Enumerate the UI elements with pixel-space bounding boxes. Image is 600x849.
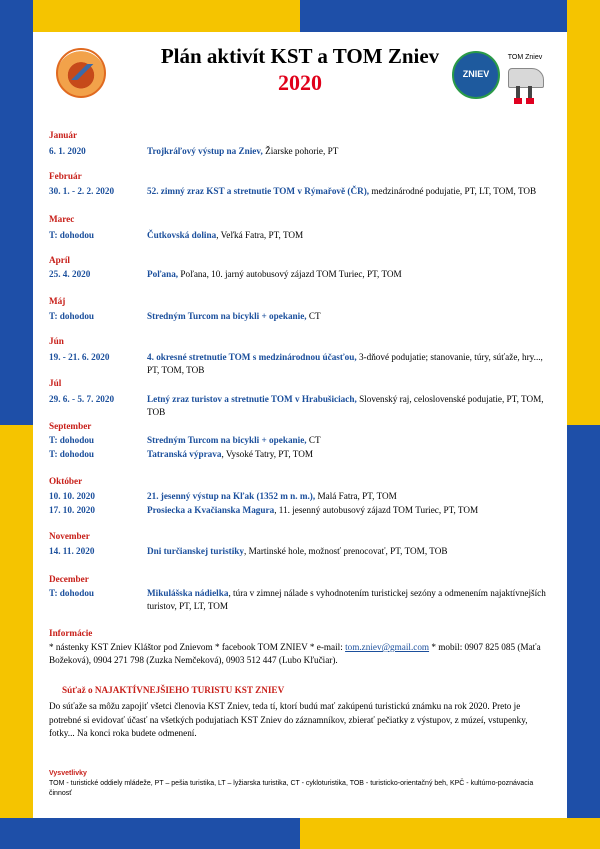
event-date: 25. 4. 2020 (49, 269, 91, 279)
event-description (147, 268, 547, 281)
month-label: September (49, 421, 92, 431)
event-description (147, 229, 547, 242)
event-name: 52. zimný zraz KST a stretnutie TOM v Rýmařově (ČR), (147, 186, 370, 196)
frame-bottom-blue (0, 818, 300, 849)
event-date: T: dohodou (49, 449, 95, 459)
event-date: 10. 10. 2020 (49, 491, 95, 501)
page-title: Plán aktivít KST a TOM Zniev (160, 44, 440, 68)
event-name: Stredným Turcom na bicykli + opekanie, (147, 435, 307, 445)
month-label: Január (49, 130, 78, 140)
event-name: Poľana, (147, 269, 179, 279)
event-date: T: dohodou (49, 435, 95, 445)
event-details: , Martinské hole, možnosť prenocovať, PT, TOM, TOB (244, 546, 448, 556)
month-label: Február (49, 171, 82, 181)
event-description (147, 448, 547, 461)
event-name: Trojkráľový výstup na Zniev, (147, 146, 263, 156)
event-description (147, 310, 547, 323)
month-label: Júl (49, 378, 62, 388)
frame-top-yellow (0, 0, 300, 32)
contest-heading: Súťaž o NAJAKTÍVNEJŠIEHO TURISTU KST ZNIEV (62, 685, 285, 695)
event-name: Prosiecka a Kvačianska Magura (147, 505, 275, 515)
event-details: , 11. jesenný autobusový zájazd TOM Turiec, PT, TOM (274, 505, 479, 515)
info-text-start: * nástenky KST Zniev Kláštor pod Znievom * facebook TOM ZNIEV * e-mail: (49, 642, 346, 652)
event-details: Poľana, 10. jarný autobusový zájazd TOM Turiec, PT, TOM (178, 269, 402, 279)
event-date: 14. 11. 2020 (49, 546, 95, 556)
month-label: Marec (49, 214, 75, 224)
event-details: , Vysoké Tatry, PT, TOM (221, 449, 314, 459)
event-details: medzinárodné podujatie, PT, LT, TOM, TOB (369, 186, 537, 196)
tom-logo-sock-left (514, 98, 522, 104)
event-description (147, 545, 547, 558)
event-details: CT (306, 311, 321, 321)
event-details: Slovenský raj, celoslovenské podujatie, PT, TOM, TOB (147, 394, 544, 417)
frame-top-blue (300, 0, 600, 32)
month-label: Apríl (49, 255, 70, 265)
event-details: , túra v zimnej nálade s vyhodnotením turistickej sezóny a odmenením najaktívnejších turistov, PT, LT, TOM (147, 588, 546, 611)
event-details: 3-dňové podujatie; stanovanie, túry, súťaže, hry..., PT, TOM, TOB (147, 352, 543, 375)
event-date: T: dohodou (49, 588, 95, 598)
event-date: 6. 1. 2020 (49, 146, 86, 156)
event-name: Dni turčianskej turistiky (147, 546, 244, 556)
frame-left-yellow (0, 425, 33, 849)
event-name: Letný zraz turistov a stretnutie TOM v Hrabušiciach, (147, 394, 357, 404)
info-text (49, 641, 554, 666)
month-label: Jún (49, 336, 64, 346)
event-name: Stredným Turcom na bicykli + opekanie, (147, 311, 307, 321)
zniev-logo-text: ZNIEV (462, 69, 490, 79)
event-description (147, 351, 547, 376)
month-label: November (49, 531, 90, 541)
event-description (147, 587, 547, 612)
event-details: , Veľká Fatra, PT, TOM (216, 230, 304, 240)
event-date: 17. 10. 2020 (49, 505, 95, 515)
event-details: CT (306, 435, 321, 445)
event-description (147, 434, 547, 447)
legend-text: TOM - turistické oddiely mládeže, PT – pešia turistika, LT – lyžiarska turistika, CT - cykloturistika, TOB - turisticko-orientačný beh, KPČ - kultúrno-poznávacia činnosť (49, 780, 534, 797)
event-date: 19. - 21. 6. 2020 (49, 352, 110, 362)
event-name: Čutkovská dolina (147, 230, 217, 240)
tom-logo-sock-right (526, 98, 534, 104)
month-label: Máj (49, 296, 66, 306)
event-details: Žiarske pohorie, PT (262, 146, 339, 156)
month-label: Október (49, 476, 83, 486)
event-description (147, 504, 547, 517)
info-text-end: * mobil: 0907 825 085 (Maťa Božeková), 0904 271 798 (Zuzka Nemčeková), 0903 512 447 (Lubo Kľučiar). (49, 642, 541, 665)
event-description (147, 490, 547, 503)
event-details: Malá Fatra, PT, TOM (315, 491, 397, 501)
frame-right-blue (567, 425, 600, 849)
event-date: T: dohodou (49, 230, 95, 240)
tom-logo-label: TOM Zniev (507, 54, 543, 61)
event-description (147, 185, 547, 198)
event-date: T: dohodou (49, 311, 95, 321)
event-name: 4. okresné stretnutie TOM s medzinárodnou účasťou, (147, 352, 357, 362)
frame-bottom-yellow (300, 818, 600, 849)
event-description (147, 393, 547, 418)
event-name: Tatranská výprava (147, 449, 222, 459)
event-date: 30. 1. - 2. 2. 2020 (49, 186, 115, 196)
email-link[interactable]: tom.zniev@gmail.com (345, 642, 430, 652)
contest-text: Do súťaže sa môžu zapojiť všetci členovia KST Zniev, teda tí, ktorí budú mať zakúpenú turistickú známku na rok 2020. Preto je potrebné si evidovať účasť na všetkých podujatiach KST Zniev do záznamníkov, zbierať pečiatky z výstupov, z múzeí, vstupenky, fotky... Na konci roka budete odmenení. (49, 701, 528, 738)
event-name: 21. jesenný výstup na Kľak (1352 m n. m.), (147, 491, 316, 501)
month-label: December (49, 574, 89, 584)
info-heading: Informácie (49, 628, 93, 638)
event-description (147, 145, 547, 158)
legend-heading: Vysvetlivky (49, 770, 87, 777)
event-date: 29. 6. - 5. 7. 2020 (49, 394, 115, 404)
event-name: Mikulášska nádielka (147, 588, 229, 598)
page-year: 2020 (278, 70, 322, 95)
